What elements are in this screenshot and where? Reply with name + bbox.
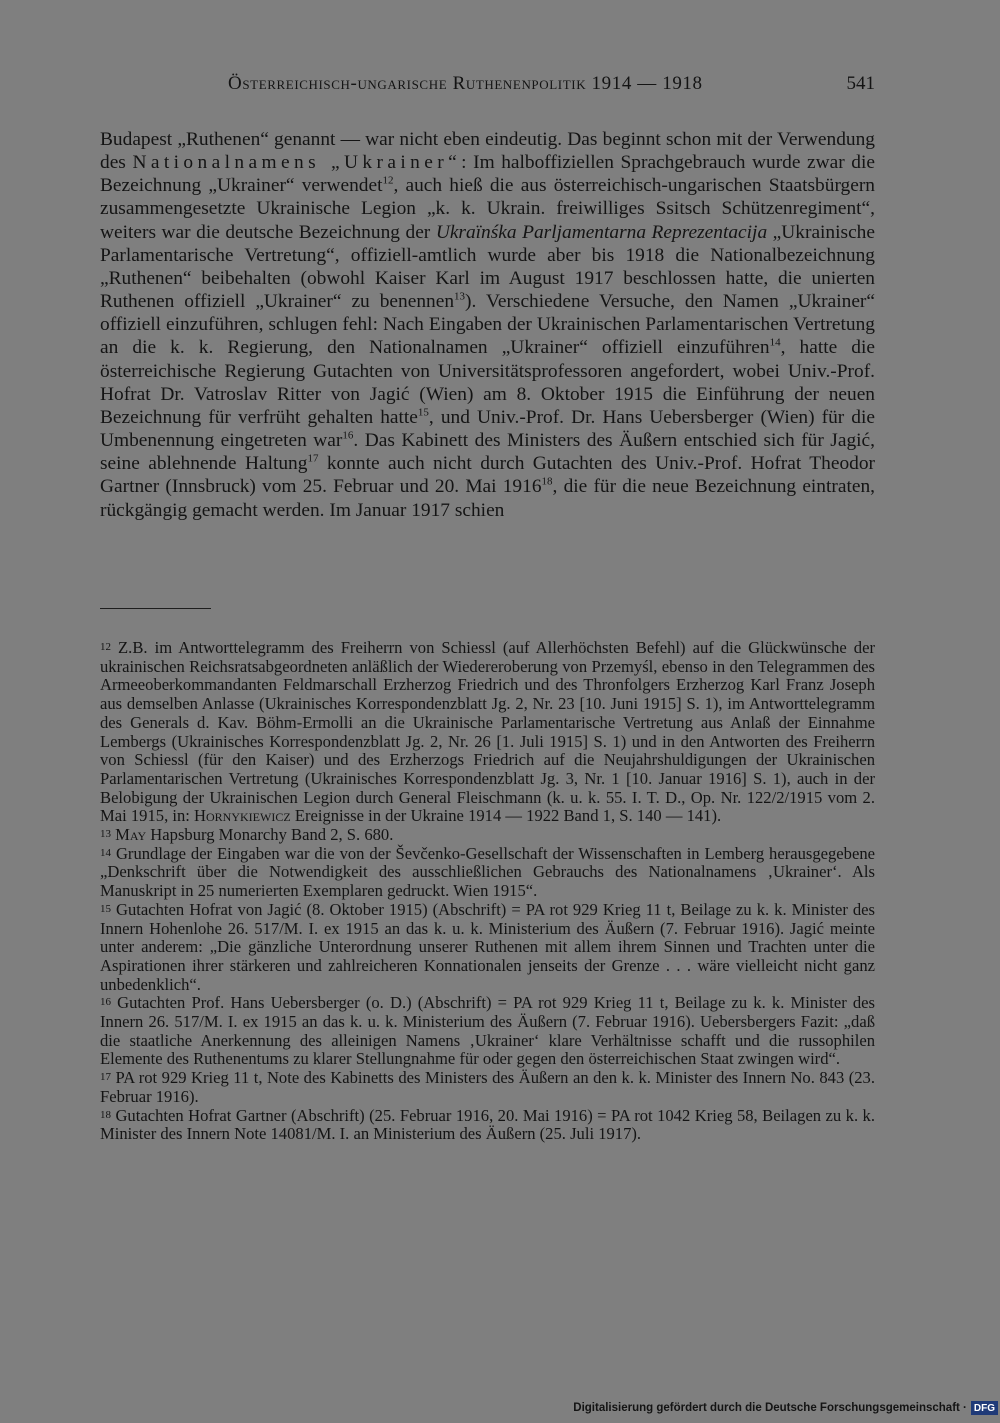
body-text: „Ukrainische Parlamentarische Vertretung“, offiziell-amtlich wurde aber bis 1918 die Nationalbezeichnung „Ruthenen“ beibehalten (obwohl Kaiser Karl im August 1917 beschlossen hatte, die unierten Ruthenen offiziell „Ukrainer“ zu benennen bbox=[100, 221, 875, 313]
footnote-number: 15 bbox=[100, 902, 111, 915]
spaced-emphasis: Nationalnamens „Ukrainer“ bbox=[132, 152, 462, 174]
footnote-text: Grundlage der Eingaben war die von der Ševčenko-Gesellschaft der Wissenschaften in Lemberg herausgegebene „Denkschrift über die Notwendigkeit des ausschließlichen Gebrauchs des Nationalnamens ‚Ukrainer‘. Als Manuskript in 25 numerierten Exemplaren gedruckt. Wien 1915“. bbox=[100, 843, 875, 901]
footnote-ref: 15 bbox=[417, 406, 429, 419]
body-paragraph bbox=[100, 128, 875, 522]
body-text: , und Univ.-Prof. Dr. Hans Uebersberger (Wien) für die Umbenennung eingetreten war bbox=[100, 406, 875, 452]
footnote-ref: 16 bbox=[342, 429, 354, 442]
footnote-number: 18 bbox=[100, 1108, 111, 1121]
footnote-18 bbox=[100, 1107, 875, 1144]
footnote-13 bbox=[100, 826, 875, 845]
running-header bbox=[100, 73, 875, 103]
footnote-number: 17 bbox=[100, 1071, 111, 1084]
footnote-text: Ereignisse in der Ukraine 1914 — 1922 Band 1, S. 140 — 141). bbox=[290, 806, 722, 826]
footnote-number: 13 bbox=[100, 828, 111, 841]
footnote-12 bbox=[100, 639, 875, 826]
footnote-ref: 14 bbox=[769, 336, 781, 349]
footnote-text: Gutachten Hofrat Gartner (Abschrift) (25. Februar 1916, 20. Mai 1916) = PA rot 1042 Krieg 58, Beilagen zu k. k. Minister des Innern Note 14081/M. I. an Ministerium des Äußern (25. Juli 1917). bbox=[100, 1105, 875, 1144]
footnote-number: 16 bbox=[100, 996, 111, 1009]
author-name: May bbox=[115, 825, 147, 845]
body-text: , die für die neue Bezeichnung eintraten, rückgängig gemacht werden. Im Januar 1917 schien bbox=[100, 476, 875, 521]
footnote-ref: 18 bbox=[541, 475, 553, 488]
footnote-number: 14 bbox=[100, 846, 111, 859]
body-text: , auch hieß die aus österreichisch-ungarischen Staatsbürgern zusammengesetzte Ukrainische Legion „k. k. Ukrain. freiwilliges Ssitsch Schützenregiment“, weiters war die deutsche Bezeichnung der bbox=[100, 175, 876, 243]
body-text: , hatte die österreichische Regierung Gutachten von Universitätsprofessoren angefordert, wobei Univ.-Prof. Hofrat Dr. Vatroslav Ritter von Jagić (Wien) am 8. Oktober 1915 die Einführung der neuen Bezeichnung für verfrüht gehalten hatte bbox=[100, 337, 875, 428]
footnote-text: Hapsburg Monarchy Band 2, S. 680. bbox=[146, 825, 394, 845]
page-number: 541 bbox=[846, 73, 875, 94]
running-title: Österreichisch-ungarische Ruthenenpolitik 1914 — 1918 bbox=[228, 73, 703, 94]
footnote-17 bbox=[100, 1069, 875, 1106]
footnote-14 bbox=[100, 845, 875, 901]
footnote-16 bbox=[100, 994, 875, 1069]
body-text: Budapest „Ruthenen“ genannt — war nicht eben eindeutig. Das beginnt schon mit der Verwendung des bbox=[100, 129, 875, 174]
footnote-ref: 13 bbox=[454, 290, 466, 303]
footnote-text: Gutachten Prof. Hans Uebersberger (o. D.) (Abschrift) = PA rot 929 Krieg 11 t, Beilage zu k. k. Minister des Innern 26. 517/M. I. ex 1915 an das k. u. k. Ministerium des Äußern (7. Februar 1916). Uebersbergers Fazit: „daß die staatliche Anerkennung des alleinigen Namens ‚Ukrainer‘ klare Verhältnisse schafft und die russophilen Elemente des Ruthenentums zu klarer Stellungnahme für oder gegen den österreichischen Staat zwingen wird“. bbox=[100, 993, 875, 1069]
body-text: konnte auch nicht durch Gutachten des Univ.-Prof. Hofrat Theodor Gartner (Innsbruck) vom 25. Februar und 20. Mai 1916 bbox=[100, 453, 875, 498]
author-name: Hornykiewicz bbox=[194, 806, 291, 826]
footer-text: Digitalisierung gefördert durch die Deutsche Forschungsgemeinschaft · bbox=[573, 1402, 967, 1414]
body-text: . Das Kabinett des Ministers des Äußern entschied sich für Jagić, seine ablehnende Haltung bbox=[100, 430, 875, 475]
body-text: ). Verschiedene Versuche, den Namen „Ukrainer“ offiziell einzuführen, schlugen fehl: Nach Eingaben der Ukrainischen Parlamentarischen Vertretung an die k. k. Regierung, den Nationalnamen „Ukrainer“ offiziell einzuführen bbox=[100, 291, 875, 359]
footnote-ref: 12 bbox=[382, 174, 394, 187]
dfg-logo-icon: DFG bbox=[971, 1401, 998, 1415]
footnote-ref: 17 bbox=[307, 452, 319, 465]
body-text: : Im halboffiziellen Sprachgebrauch wurde zwar die Bezeichnung „Ukrainer“ verwendet bbox=[100, 152, 875, 197]
footnote-text: Z.B. im Antworttelegramm des Freiherrn von Schiessl (auf Allerhöchsten Befehl) auf die Glückwünsche der ukrainischen Reichsratsabgeordneten anläßlich der Wiedereroberung von Przemyśl, ebenso in den Telegrammen des Armeeoberkommandanten Feldmarschall Erzherzog Friedrich und des Thronfolgers Erzherzog Karl Franz Joseph aus demselben Anlasse (Ukrainisches Korrespondenzblatt Jg. 2, Nr. 23 [10. Juni 1915] S. 1), im Antworttelegramm des Generals d. Kav. Böhm-Ermolli an die Ukrainische Parlamentarische Vertretung aus Anlaß der Einnahme Lembergs (Ukrainisches Korrespondenzblatt Jg. 2, Nr. 26 [1. Juli 1915] S. 1) und in den Antworten des Freiherrn von Schiessl (für den Kaiser) und des Erzherzogs Friedrich auf die Neujahrshuldigungen der Ukrainischen Parlamentarischen Vertretung (Ukrainisches Korrespondenzblatt Jg. 3, Nr. 1 [10. Januar 1916] S. 1), auch in der Belobigung der Ukrainischen Legion durch General Fleischmann (k. u. k. 55. I. T. D., Op. Nr. 122/2/1915 vom 2. Mai 1915, in: bbox=[100, 638, 875, 826]
footnote-15 bbox=[100, 901, 875, 995]
italic-term: Ukraïnśka Parljamentarna Reprezentacija bbox=[435, 221, 768, 243]
footnote-text: Gutachten Hofrat von Jagić (8. Oktober 1915) (Abschrift) = PA rot 929 Krieg 11 t, Beilage zu k. k. Minister des Innern Hohenlohe 26. 517/M. I. ex 1915 an das k. u. k. Ministerium des Äußern (7. Februar 1916). Jagić meinte unter anderem: „Die gänzliche Unterordnung unserer Ruthenen mit allem ihrem Sinnen und Trachten unter die Aspirationen ihrer stärkeren und zahlreicheren Konnationalen jenseits der Grenze . . . wäre vielleicht nicht ganz unbedenklich“. bbox=[100, 899, 875, 994]
footnote-number: 12 bbox=[100, 641, 111, 653]
footnote-text: PA rot 929 Krieg 11 t, Note des Kabinetts des Ministers des Äußern an den k. k. Minister des Innern No. 843 (23. Februar 1916). bbox=[100, 1068, 875, 1106]
footnotes bbox=[100, 639, 875, 1144]
digitization-footer bbox=[573, 1399, 998, 1417]
footnote-separator bbox=[100, 608, 211, 609]
main-text bbox=[100, 128, 875, 522]
